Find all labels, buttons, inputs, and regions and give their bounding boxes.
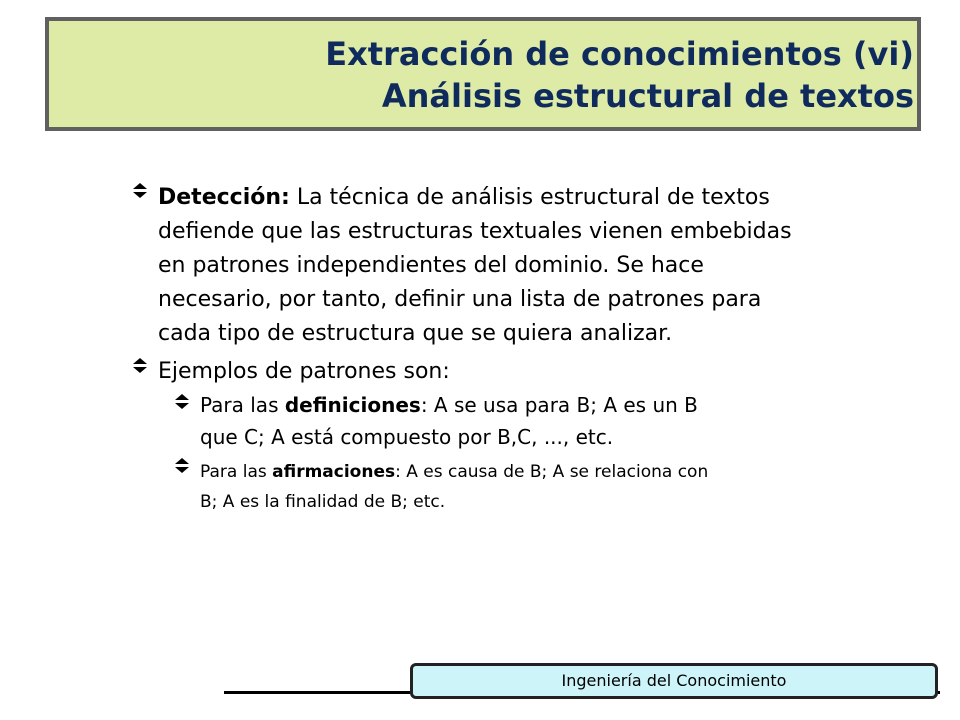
slide-title-line1: Extracción de conocimientos (vi) <box>325 35 914 73</box>
sub-bullet-afirmaciones <box>200 456 708 488</box>
double-arrow-bullet-icon <box>175 394 189 410</box>
double-arrow-bullet-icon <box>175 458 189 474</box>
deteccion-text-3: en patrones independientes del dominio. Se hace <box>158 253 704 278</box>
sub1-bold: definiciones <box>284 393 421 417</box>
bullet-ejemplos: Ejemplos de patrones son: <box>158 359 450 384</box>
deteccion-text-4: necesario, por tanto, definir una lista de patrones para <box>158 287 762 312</box>
sub2-line2: B; A es la finalidad de B; etc. <box>200 492 446 512</box>
deteccion-text-1: La técnica de análisis estructural de textos <box>289 185 770 210</box>
deteccion-label: Detección: <box>158 185 290 210</box>
sub2-pre: Para las <box>200 462 273 482</box>
slide-title-line2: Análisis estructural de textos <box>381 77 914 115</box>
deteccion-text-5: cada tipo de estructura que se quiera analizar. <box>158 321 673 346</box>
sub1-line2: que C; A está compuesto por B,C, ..., etc. <box>200 425 614 449</box>
double-arrow-bullet-icon <box>133 358 147 374</box>
sub1-post: : A se usa para B; A es un B <box>420 393 698 417</box>
sub-bullet-definiciones <box>200 389 698 421</box>
deteccion-text-2: defiende que las estructuras textuales vienen embebidas <box>158 219 792 244</box>
sub2-post: : A es causa de B; A se relaciona con <box>395 462 709 482</box>
bullet-deteccion <box>158 181 770 215</box>
sub1-pre: Para las <box>200 393 285 417</box>
double-arrow-bullet-icon <box>133 183 147 199</box>
sub2-bold: afirmaciones <box>272 462 396 482</box>
footer-label: Ingeniería del Conocimiento <box>410 663 938 699</box>
